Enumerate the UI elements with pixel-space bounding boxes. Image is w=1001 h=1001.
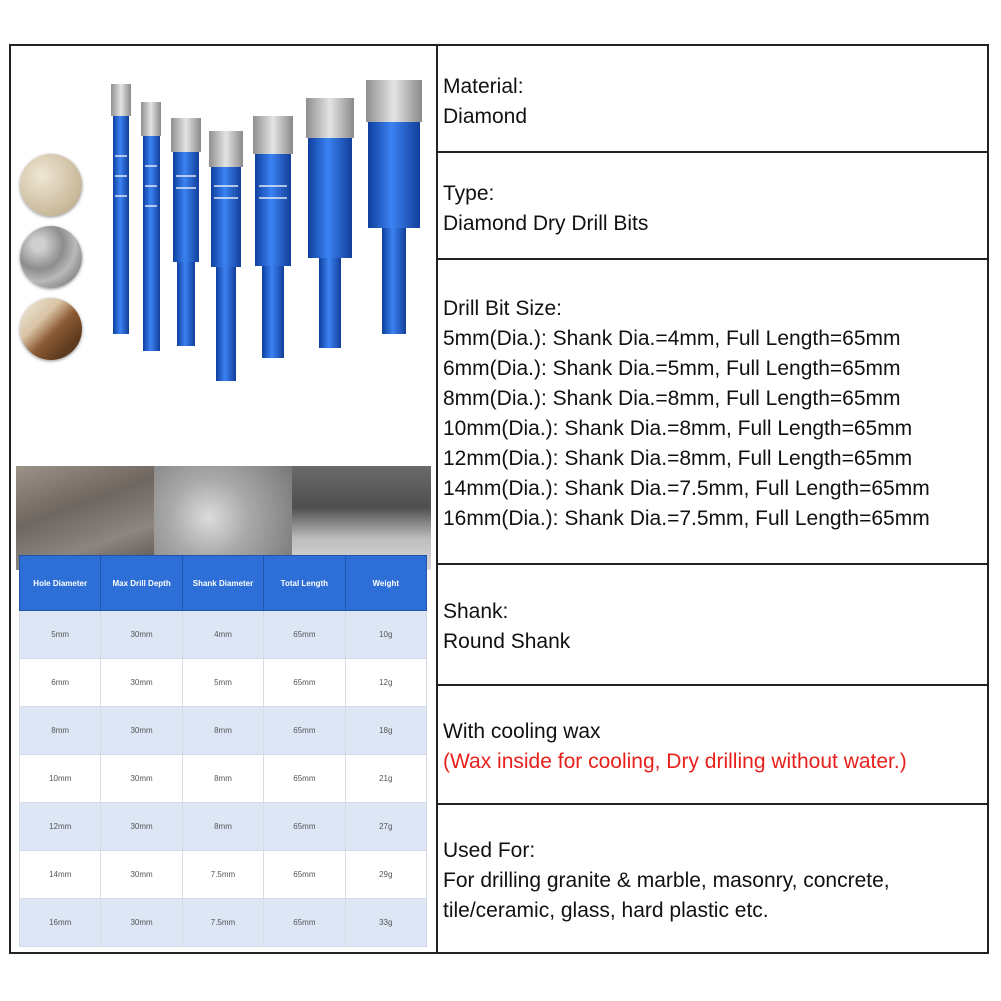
table-cell: 30mm xyxy=(101,851,182,899)
table-cell: 65mm xyxy=(264,851,345,899)
header-max-drill-depth: Max Drill Depth xyxy=(101,556,182,611)
size-line: 14mm(Dia.): Shank Dia.=7.5mm, Full Length=65mm xyxy=(443,477,930,500)
table-row xyxy=(20,611,427,659)
table-cell: 12g xyxy=(345,659,426,707)
used-for-label: Used For: xyxy=(443,839,536,862)
wood-stone-swatch-image xyxy=(20,298,82,360)
table-row xyxy=(20,755,427,803)
table-cell: 7.5mm xyxy=(182,899,263,947)
type-value: Diamond Dry Drill Bits xyxy=(443,212,649,235)
material-cell xyxy=(438,46,987,153)
table-cell: 30mm xyxy=(101,803,182,851)
table-header-row xyxy=(20,556,427,611)
table-cell: 27g xyxy=(345,803,426,851)
table-cell: 8mm xyxy=(20,707,101,755)
shank-label: Shank: xyxy=(443,600,509,623)
table-cell: 16mm xyxy=(20,899,101,947)
header-total-length: Total Length xyxy=(264,556,345,611)
tile-swatch-image xyxy=(20,154,82,216)
size-line: 6mm(Dia.): Shank Dia.=5mm, Full Length=65mm xyxy=(443,357,901,380)
type-label: Type: xyxy=(443,182,495,205)
material-value: Diamond xyxy=(443,105,528,128)
type-cell xyxy=(438,153,987,260)
table-cell: 14mm xyxy=(20,851,101,899)
table-cell: 30mm xyxy=(101,755,182,803)
header-hole-diameter: Hole Diameter xyxy=(20,556,101,611)
header-weight: Weight xyxy=(345,556,426,611)
used-for-cell xyxy=(438,805,987,952)
table-cell: 65mm xyxy=(264,611,345,659)
material-label: Material: xyxy=(443,75,524,98)
table-cell: 10mm xyxy=(20,755,101,803)
table-cell: 8mm xyxy=(182,707,263,755)
table-cell: 12mm xyxy=(20,803,101,851)
cooling-wax-note: (Wax inside for cooling, Dry drilling without water.) xyxy=(443,750,907,773)
table-row xyxy=(20,659,427,707)
drill-bit-size-label: Drill Bit Size: xyxy=(443,297,563,320)
table-cell: 29g xyxy=(345,851,426,899)
table-cell: 65mm xyxy=(264,659,345,707)
table-cell: 18g xyxy=(345,707,426,755)
table-cell: 8mm xyxy=(182,803,263,851)
table-cell: 5mm xyxy=(182,659,263,707)
table-cell: 65mm xyxy=(264,755,345,803)
header-shank-diameter: Shank Diameter xyxy=(182,556,263,611)
table-cell: 7.5mm xyxy=(182,851,263,899)
size-line: 5mm(Dia.): Shank Dia.=4mm, Full Length=65mm xyxy=(443,327,901,350)
size-line: 16mm(Dia.): Shank Dia.=7.5mm, Full Length=65mm xyxy=(443,507,930,530)
table-cell: 30mm xyxy=(101,659,182,707)
table-cell: 65mm xyxy=(264,899,345,947)
shank-cell xyxy=(438,565,987,686)
table-row xyxy=(20,803,427,851)
used-for-line: For drilling granite & marble, masonry, concrete, xyxy=(443,869,890,892)
spec-text-column xyxy=(438,46,987,952)
table-cell: 33g xyxy=(345,899,426,947)
table-cell: 6mm xyxy=(20,659,101,707)
cooling-wax-cell xyxy=(438,686,987,805)
table-cell: 30mm xyxy=(101,611,182,659)
shank-value: Round Shank xyxy=(443,630,571,653)
table-cell: 65mm xyxy=(264,707,345,755)
table-cell: 30mm xyxy=(101,899,182,947)
table-cell: 30mm xyxy=(101,707,182,755)
table-cell: 4mm xyxy=(182,611,263,659)
table-cell: 5mm xyxy=(20,611,101,659)
drill-bit-size-cell xyxy=(438,260,987,565)
table-cell: 8mm xyxy=(182,755,263,803)
cooling-wax-label: With cooling wax xyxy=(443,720,601,743)
table-cell: 65mm xyxy=(264,803,345,851)
table-row xyxy=(20,899,427,947)
size-line: 12mm(Dia.): Shank Dia.=8mm, Full Length=65mm xyxy=(443,447,913,470)
size-line: 8mm(Dia.): Shank Dia.=8mm, Full Length=65mm xyxy=(443,387,901,410)
table-row xyxy=(20,707,427,755)
size-line: 10mm(Dia.): Shank Dia.=8mm, Full Length=65mm xyxy=(443,417,913,440)
product-image-area xyxy=(16,76,431,496)
table-cell: 21g xyxy=(345,755,426,803)
table-cell: 10g xyxy=(345,611,426,659)
used-for-line: tile/ceramic, glass, hard plastic etc. xyxy=(443,899,769,922)
granite-swatch-image xyxy=(20,226,82,288)
drill-bits-image xyxy=(101,76,441,391)
drill-bit-spec-table xyxy=(19,555,427,947)
table-row xyxy=(20,851,427,899)
